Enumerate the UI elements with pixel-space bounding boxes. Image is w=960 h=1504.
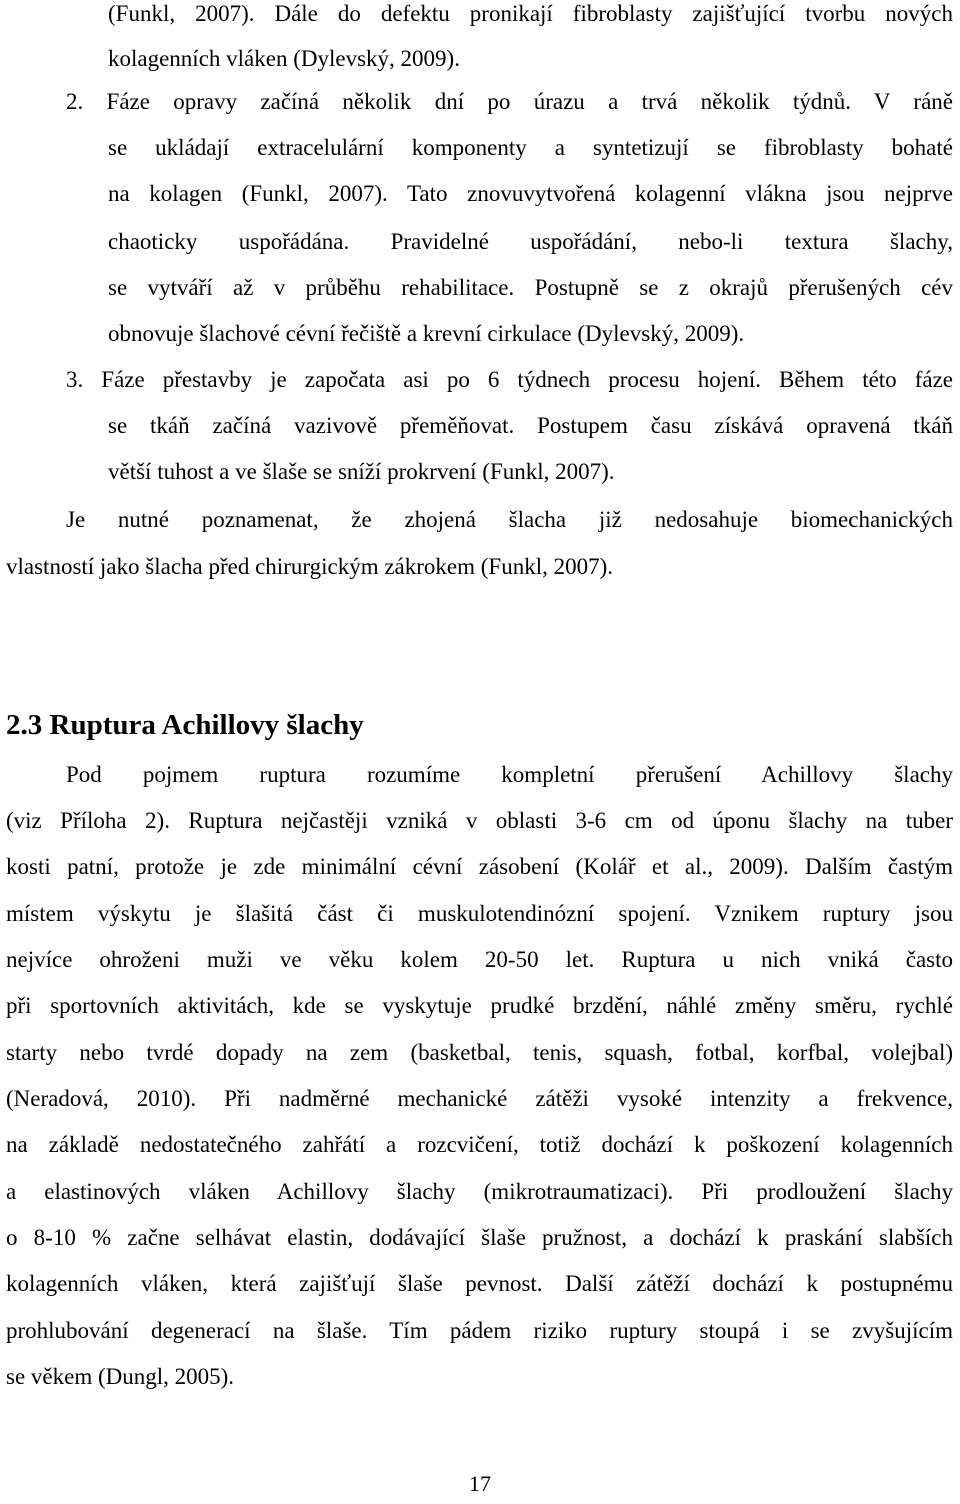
body-text-line: při sportovních aktivitách, kde se vyskytuje prudké brzdění, náhlé změny směru, rychlé	[6, 993, 953, 1018]
body-text-line: se věkem (Dungl, 2005).	[6, 1364, 235, 1389]
page-number: 17	[469, 1471, 491, 1496]
list-item-2-line: obnovuje šlachové cévní řečiště a krevní cirkulace (Dylevský, 2009).	[108, 321, 745, 346]
body-text-line: kosti patní, protože je zde minimální cévní zásobení (Kolář et al., 2009). Dalším častým	[6, 854, 953, 879]
section-heading: 2.3 Ruptura Achillovy šlachy	[6, 709, 364, 741]
body-text-line: starty nebo tvrdé dopady na zem (basketbal, tenis, squash, fotbal, korfbal, volejbal)	[6, 1040, 953, 1065]
list-continuation-line: kolagenních vláken (Dylevský, 2009).	[108, 46, 460, 71]
body-text-line: prohlubování degenerací na šlaše. Tím pádem riziko ruptury stoupá i se zvyšujícím	[6, 1318, 953, 1343]
list-item-2-line: se vytváří až v průběhu rehabilitace. Postupně se z okrajů přerušených cév	[108, 275, 953, 300]
list-item-2-line: chaoticky uspořádána. Pravidelné uspořádání, nebo-li textura šlachy,	[108, 229, 953, 254]
list-item-2-line: na kolagen (Funkl, 2007). Tato znovuvytvořená kolagenní vlákna jsou nejprve	[108, 181, 953, 206]
list-continuation-line: (Funkl, 2007). Dále do defektu pronikají fibroblasty zajišťující tvorbu nových	[108, 1, 953, 26]
body-text-line: na základě nedostatečného zahřátí a rozcvičení, totiž dochází k poškození kolagenních	[6, 1132, 953, 1157]
list-item-3: 3. Fáze přestavby je započata asi po 6 týdnech procesu hojení. Během této fáze	[66, 367, 953, 392]
body-text-line: kolagenních vláken, která zajišťují šlaše pevnost. Další zátěží dochází k postupnému	[6, 1271, 953, 1296]
body-text-line: (viz Příloha 2). Ruptura nejčastěji vzniká v oblasti 3-6 cm od úponu šlachy na tuber	[6, 808, 953, 833]
body-text-line: a elastinových vláken Achillovy šlachy (mikrotraumatizaci). Při prodloužení šlachy	[6, 1179, 953, 1204]
body-text-line: o 8-10 % začne selhávat elastin, dodávající šlaše pružnost, a dochází k praskání slabších	[6, 1225, 953, 1250]
body-text-line: místem výskytu je šlašitá část či muskulotendinózní spojení. Vznikem ruptury jsou	[6, 901, 953, 926]
body-text-line: nejvíce ohroženi muži ve věku kolem 20-50 let. Ruptura u nich vniká často	[6, 947, 953, 972]
list-item-3-line: větší tuhost a ve šlaše se sníží prokrvení (Funkl, 2007).	[108, 459, 615, 484]
note-paragraph-line: vlastností jako šlacha před chirurgickým zákrokem (Funkl, 2007).	[6, 554, 614, 579]
list-item-3-line: se tkáň začíná vazivově přeměňovat. Postupem času získává opravená tkáň	[108, 413, 953, 438]
note-paragraph-line: Je nutné poznamenat, že zhojená šlacha již nedosahuje biomechanických	[66, 507, 953, 532]
list-item-2: 2. Fáze opravy začíná několik dní po úrazu a trvá několik týdnů. V ráně	[66, 89, 953, 114]
list-item-2-line: se ukládají extracelulární komponenty a syntetizují se fibroblasty bohaté	[108, 135, 953, 160]
body-text-line: Pod pojmem ruptura rozumíme kompletní přerušení Achillovy šlachy	[66, 762, 953, 787]
body-text-line: (Neradová, 2010). Při nadměrné mechanické zátěži vysoké intenzity a frekvence,	[6, 1086, 953, 1111]
